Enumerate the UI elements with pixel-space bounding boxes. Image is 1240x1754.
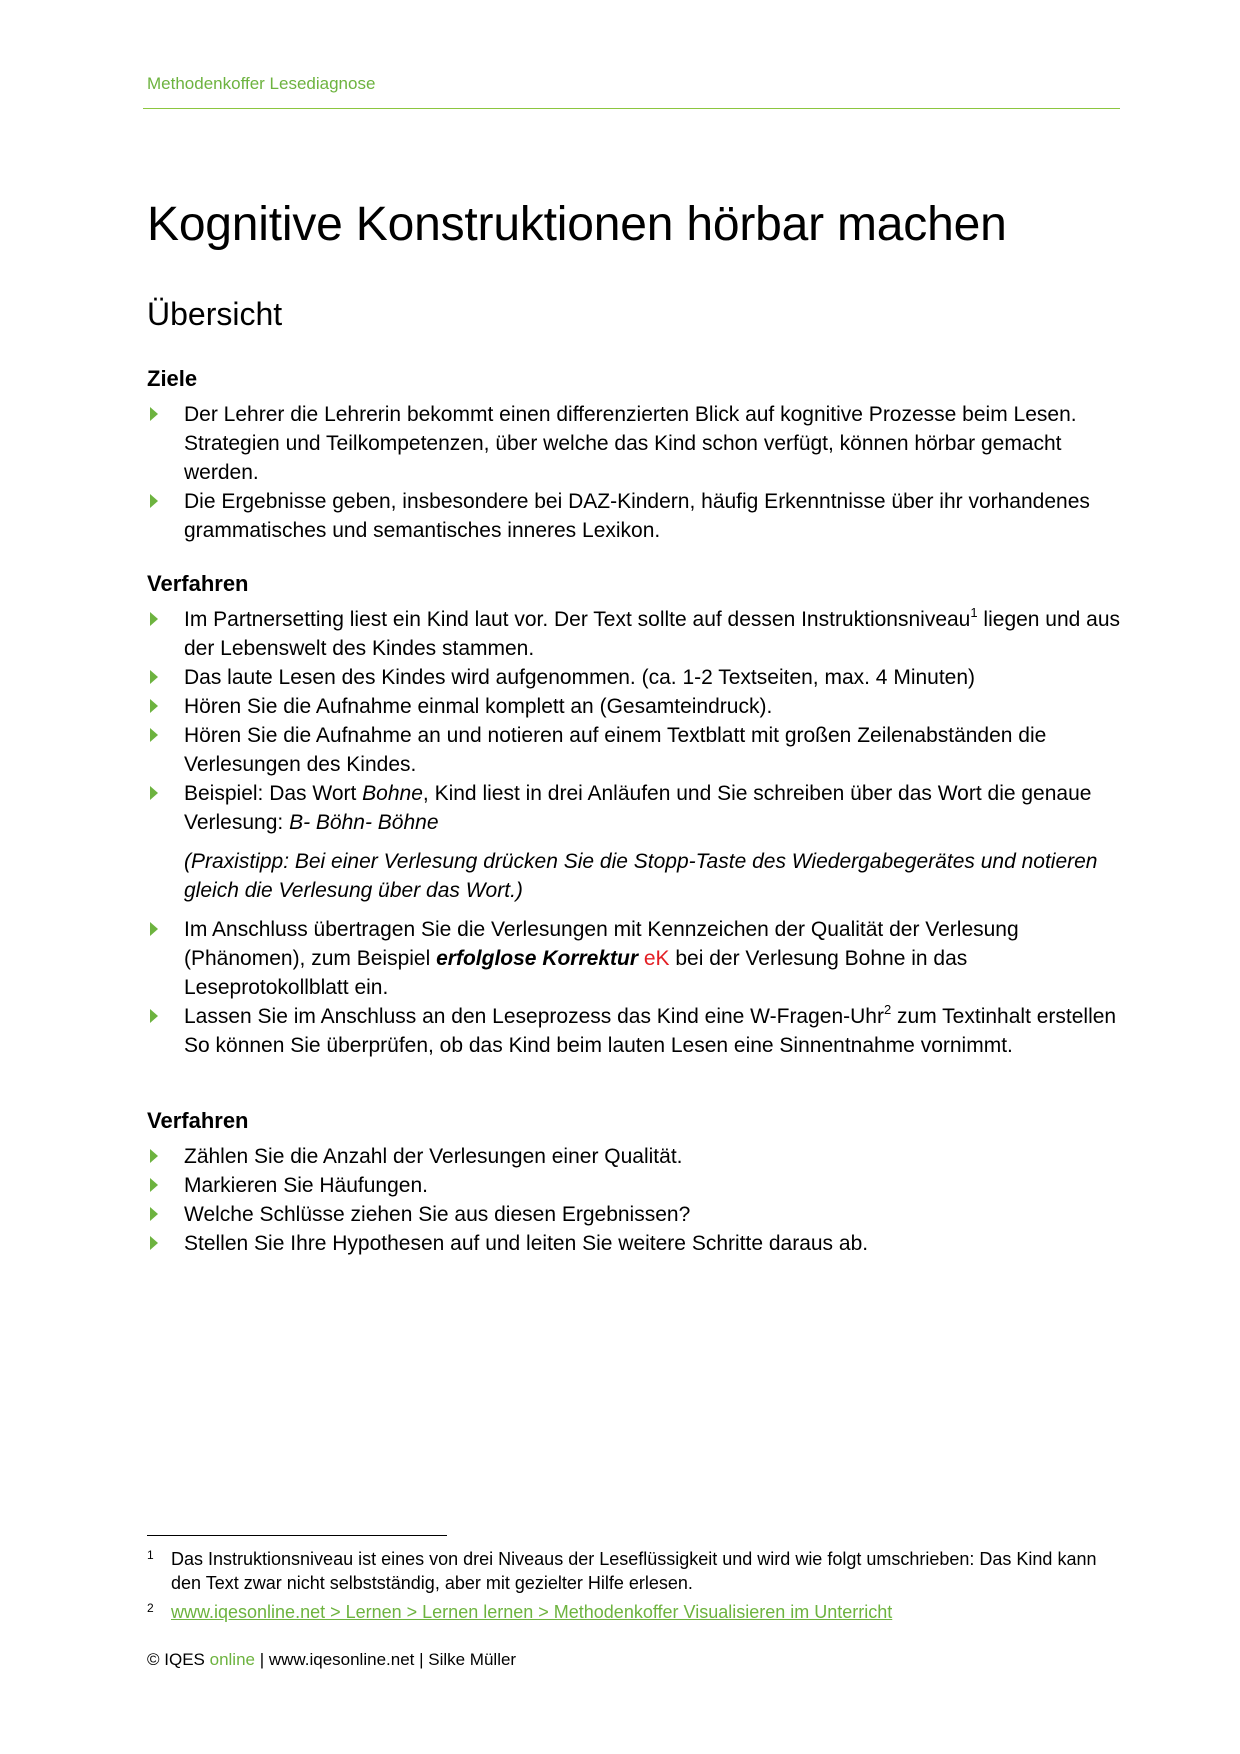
section-heading-verfahren-2: Verfahren (147, 1108, 249, 1133)
example-word: Bohne (362, 782, 423, 805)
triangle-bullet-icon (150, 699, 158, 713)
praxistipp-note: (Praxistipp: Bei einer Verlesung drücken Sie die Stopp-Taste des Wiedergabegerätes und notieren gleich die Verlesung über das Wort.) (184, 850, 1098, 902)
list-item (147, 487, 1122, 545)
triangle-bullet-icon (150, 1236, 158, 1250)
list-item (147, 400, 1122, 487)
list-item-text: Stellen Sie Ihre Hypothesen auf und leiten Sie weitere Schritte daraus ab. (184, 1232, 869, 1255)
list-item (147, 1229, 1122, 1258)
footnote-number: 1 (147, 1548, 154, 1562)
footnote-2 (147, 1600, 1107, 1624)
triangle-bullet-icon (150, 612, 158, 626)
footnote-ref: 2 (883, 1002, 892, 1017)
footnote-link[interactable]: www.iqesonline.net > Lernen > Lernen lernen > Methodenkoffer Visualisieren im Unterricht (171, 1602, 893, 1622)
list-item-text: zum Textinhalt erstellen So können Sie überprüfen, ob das Kind beim lauten Lesen eine Sinnentnahme vornimmt. (184, 1005, 1117, 1057)
page-footer (147, 1650, 516, 1670)
list-item-text: Zählen Sie die Anzahl der Verlesungen einer Qualität. (184, 1145, 683, 1168)
list-item-text: Beispiel: Das Wort (184, 782, 363, 805)
verfahren-list (147, 605, 1122, 1060)
auswertung-list (147, 1142, 1122, 1258)
list-item (147, 915, 1122, 1002)
footer-rest: | www.iqesonline.net | Silke Müller (254, 1650, 517, 1669)
list-item-text: Welche Schlüsse ziehen Sie aus diesen Ergebnissen? (184, 1203, 691, 1226)
triangle-bullet-icon (150, 922, 158, 936)
list-item-text: Der Lehrer die Lehrerin bekommt einen differenzierten Blick auf kognitive Prozesse beim Lesen. Strategien und Teilkompetenzen, über welche das Kind schon verfügt, können hörbar gemacht werden. (184, 403, 1077, 484)
ziele-list (147, 400, 1122, 545)
triangle-bullet-icon (150, 1178, 158, 1192)
triangle-bullet-icon (150, 1009, 158, 1023)
footnote-ref: 1 (970, 605, 978, 620)
list-item-text: Im Partnersetting liest ein Kind laut vor. Der Text sollte auf dessen Instruktionsniveau (184, 608, 971, 631)
triangle-bullet-icon (150, 407, 158, 421)
triangle-bullet-icon (150, 728, 158, 742)
footnote-1 (147, 1547, 1107, 1595)
triangle-bullet-icon (150, 494, 158, 508)
list-item-text: bei der Verlesung Bohne in das Leseprotokollblatt ein. (184, 947, 968, 999)
list-item-text: , Kind liest in drei Anläufen und Sie schreiben über das Wort die genaue Verlesung: (184, 782, 1092, 834)
quality-term: erfolglose Korrektur (436, 947, 639, 970)
list-item (147, 721, 1122, 779)
list-item-text: Lassen Sie im Anschluss an den Leseprozess das Kind eine W-Fragen-Uhr (184, 1005, 884, 1028)
list-item-text: Hören Sie die Aufnahme an und notieren auf einem Textblatt mit großen Zeilenabständen die Verlesungen des Kindes. (184, 724, 1047, 776)
page-title: Kognitive Konstruktionen hörbar machen (147, 198, 1007, 251)
header-divider (143, 108, 1120, 109)
list-item-text: Markieren Sie Häufungen. (184, 1174, 428, 1197)
footer-copyright: © IQES (147, 1650, 210, 1669)
footnote-number: 2 (147, 1601, 154, 1615)
triangle-bullet-icon (150, 670, 158, 684)
list-item-text: Die Ergebnisse geben, insbesondere bei DAZ-Kindern, häufig Erkenntnisse über ihr vorhandenes grammatisches und semantisches inneres Lexikon. (184, 490, 1090, 542)
list-item-text: Hören Sie die Aufnahme einmal komplett an (Gesamteindruck). (184, 695, 773, 718)
list-item-text: liegen und aus der Lebenswelt des Kindes stammen. (184, 608, 1121, 660)
list-item (147, 1171, 1122, 1200)
footnote-divider (147, 1535, 447, 1536)
quality-code: eK (643, 947, 670, 970)
list-item (147, 1142, 1122, 1171)
triangle-bullet-icon (150, 1149, 158, 1163)
section-heading-ziele: Ziele (147, 366, 198, 391)
list-item (147, 692, 1122, 721)
list-item (147, 663, 1122, 692)
page-subtitle: Übersicht (147, 296, 283, 332)
footer-online: online (209, 1650, 255, 1669)
list-item (147, 1002, 1122, 1060)
list-item (147, 779, 1122, 837)
list-item (147, 1200, 1122, 1229)
footnote-text: Das Instruktionsniveau ist eines von drei Niveaus der Leseflüssigkeit und wird wie folgt umschrieben: Das Kind kann den Text zwar nicht selbstständig, aber mit gezielter Hilfe erlesen. (171, 1549, 1097, 1593)
running-header: Methodenkoffer Lesediagnose (147, 74, 376, 93)
section-heading-verfahren: Verfahren (147, 571, 249, 596)
triangle-bullet-icon (150, 786, 158, 800)
list-item-text: Das laute Lesen des Kindes wird aufgenommen. (ca. 1-2 Textseiten, max. 4 Minuten) (184, 666, 976, 689)
triangle-bullet-icon (150, 1207, 158, 1221)
list-item (147, 605, 1122, 663)
list-item-text: Im Anschluss übertragen Sie die Verlesungen mit Kennzeichen der Qualität der Verlesung (Phänomen), zum Beispiel (184, 918, 1019, 970)
example-misreading: B- Böhn- Böhne (289, 811, 439, 834)
